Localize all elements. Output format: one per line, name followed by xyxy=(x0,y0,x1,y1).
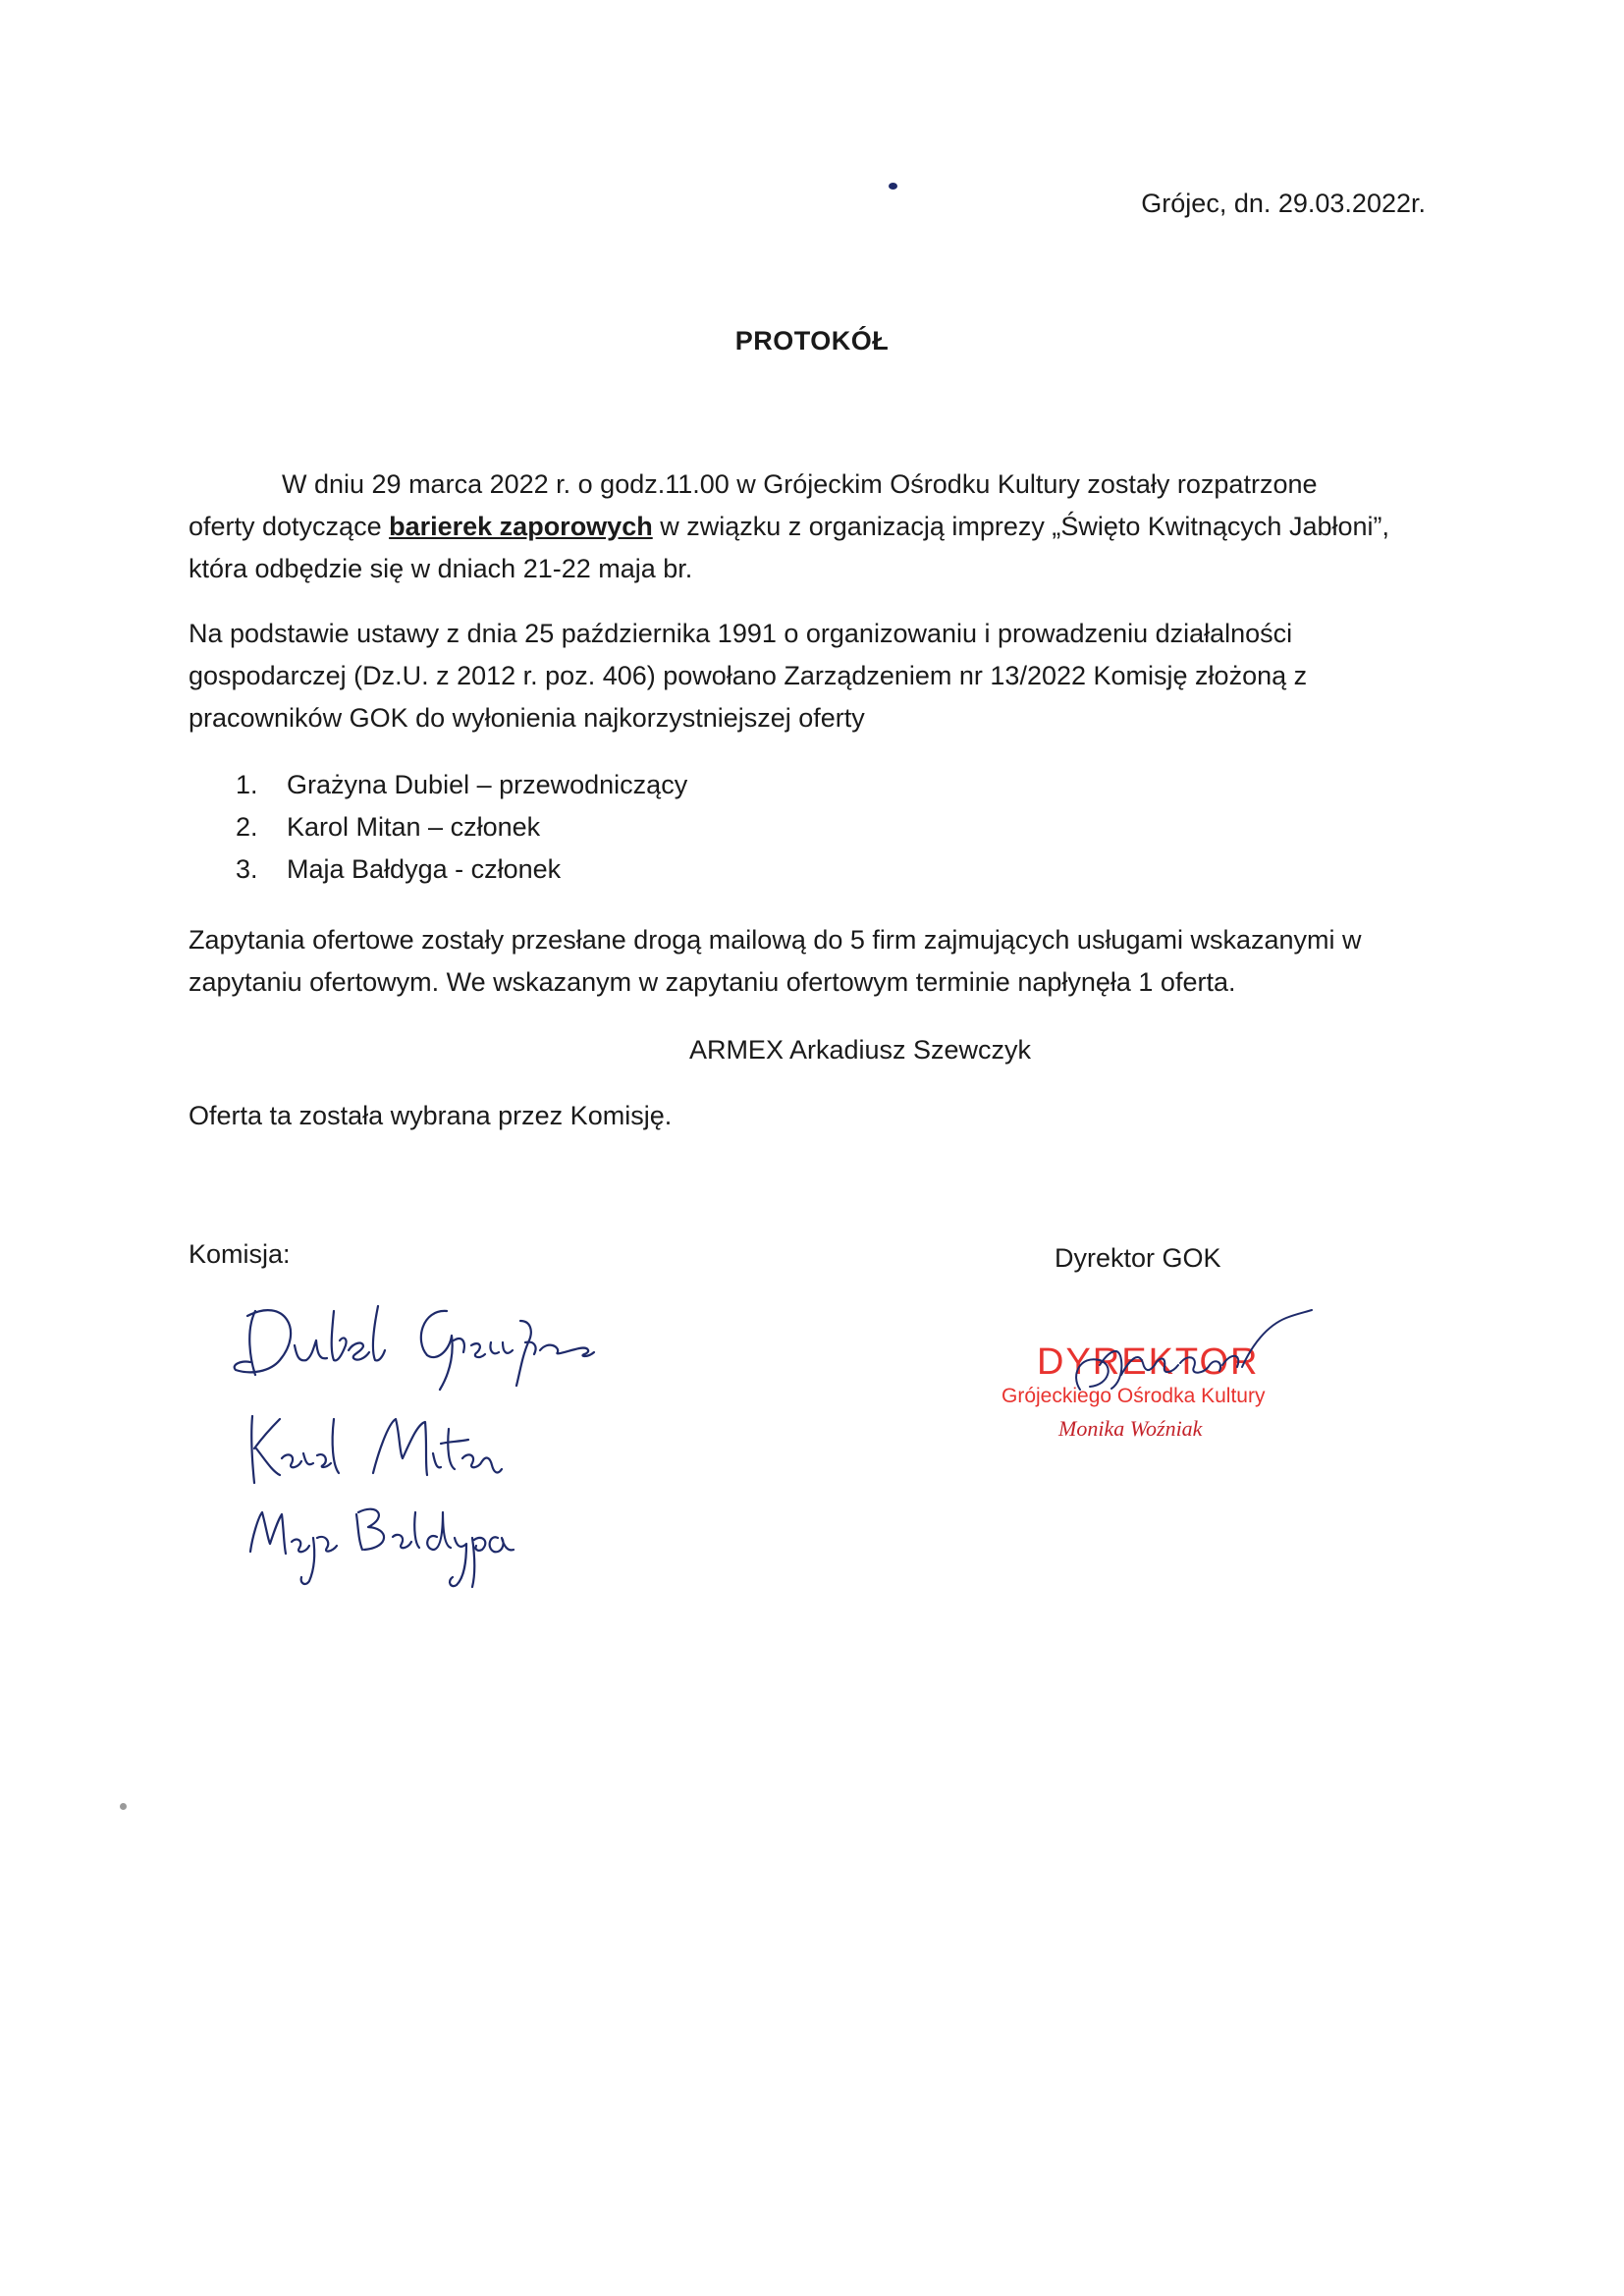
stamp-name: Monika Woźniak xyxy=(1058,1416,1203,1441)
list-number: 3. xyxy=(236,854,258,884)
basis-line-2: gospodarczej (Dz.U. z 2012 r. poz. 406) powołano Zarządzeniem nr 13/2022 Komisję złożoną z xyxy=(189,661,1308,690)
intro-line-1: W dniu 29 marca 2022 r. o godz.11.00 w Grójeckim Ośrodku Kultury zostały rozpatrzone xyxy=(282,469,1318,499)
selection-statement: Oferta ta została wybrana przez Komisję. xyxy=(189,1101,673,1130)
list-text: Maja Bałdyga - członek xyxy=(287,854,562,884)
committee-list xyxy=(236,764,687,891)
intro-line-2-end: w związku z organizacją imprezy „Święto Kwitnących Jabłoni”, xyxy=(652,512,1389,541)
place-date: Grójec, dn. 29.03.2022r. xyxy=(1141,189,1426,218)
scan-speck xyxy=(120,1803,127,1810)
list-number: 1. xyxy=(236,770,258,799)
basis-line-1: Na podstawie ustawy z dnia 25 października 1991 o organizowaniu i prowadzeniu działalności xyxy=(189,619,1293,648)
intro-line-3: która odbędzie się w dniach 21-22 maja br. xyxy=(189,554,693,583)
list-item xyxy=(236,848,687,891)
director-signature xyxy=(1060,1306,1316,1414)
subject-highlight: barierek zaporowych xyxy=(389,512,653,541)
document-title: PROTOKÓŁ xyxy=(734,326,890,355)
stamp-title: DYREKTOR xyxy=(1037,1341,1260,1383)
list-text: Grażyna Dubiel – przewodniczący xyxy=(287,770,688,799)
legal-basis-paragraph xyxy=(189,613,1307,739)
intro-line-2-start: oferty dotyczące xyxy=(189,512,390,541)
list-text: Karol Mitan – członek xyxy=(287,812,541,842)
basis-line-3: pracowników GOK do wyłonienia najkorzystniejszej oferty xyxy=(189,703,865,733)
intro-paragraph xyxy=(189,464,1389,590)
director-label: Dyrektor GOK xyxy=(1055,1243,1221,1273)
selected-company: ARMEX Arkadiusz Szewczyk xyxy=(688,1035,1032,1065)
committee-label: Komisja: xyxy=(189,1239,291,1269)
signature-baldyga xyxy=(241,1493,515,1591)
list-number: 2. xyxy=(236,812,258,842)
intro-line-2 xyxy=(189,506,1389,548)
signature-mitan xyxy=(241,1404,506,1493)
signature-dubiel xyxy=(226,1291,658,1399)
inquiry-line-1: Zapytania ofertowe zostały przesłane drogą mailową do 5 firm zajmujących usługami wskazanymi w xyxy=(189,925,1362,955)
scan-speck xyxy=(889,183,897,190)
inquiry-paragraph xyxy=(189,919,1362,1004)
stamp-subtitle: Grójeckiego Ośrodka Kultury xyxy=(1001,1385,1266,1407)
director-stamp xyxy=(992,1306,1326,1453)
list-item xyxy=(236,764,687,806)
inquiry-line-2: zapytaniu ofertowym. We wskazanym w zapytaniu ofertowym terminie napłynęła 1 oferta. xyxy=(189,967,1236,997)
list-item xyxy=(236,806,687,848)
